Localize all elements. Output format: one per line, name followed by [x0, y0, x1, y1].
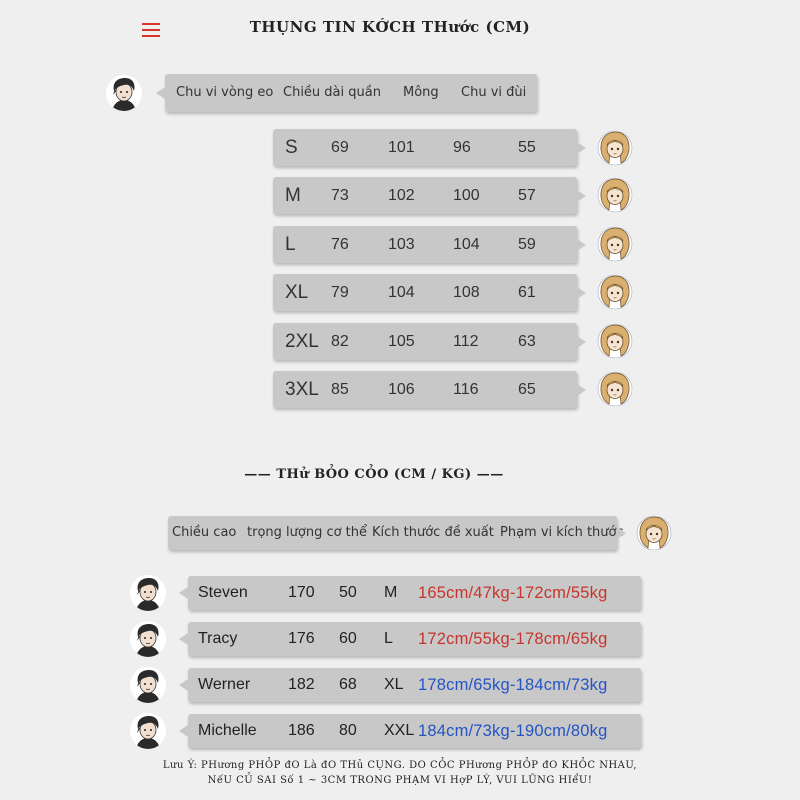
person-height: 176 [288, 630, 315, 647]
try-on-row [188, 576, 641, 610]
size-label: S [285, 137, 298, 158]
page-title: THỤNG TIN KỚCH THước (CM) [249, 18, 531, 36]
size-table-header [165, 74, 537, 112]
person-height: 186 [288, 722, 315, 739]
male-avatar-icon [130, 621, 166, 657]
size-length: 103 [388, 236, 415, 253]
column-header-length: Chiều dài quần [283, 85, 381, 100]
size-range: 165cm/47kg-172cm/55kg [418, 584, 608, 602]
size-thigh: 65 [518, 381, 536, 398]
female-avatar-icon [597, 177, 633, 213]
size-row [273, 226, 577, 263]
size-row [273, 323, 577, 360]
female-avatar-icon [597, 371, 633, 407]
male-avatar-icon [130, 713, 166, 749]
footer-note-line-1: Lưu Ý: PHương PHỎP đO Là đO THủ CỤNG. DO CỎC PHương PHỎP đO KHỎC NHAU, [162, 760, 638, 771]
female-avatar-icon [597, 274, 633, 310]
size-hip: 96 [453, 139, 471, 156]
column-header-height: Chiều cao [172, 525, 237, 540]
size-thigh: 59 [518, 236, 536, 253]
section-title: —— THử BỎO CỎO (CM / KG) —— [244, 467, 504, 482]
recommended-size: XL [384, 676, 404, 693]
size-length: 105 [388, 333, 415, 350]
size-hip: 104 [453, 236, 480, 253]
size-label: L [285, 234, 296, 255]
size-waist: 82 [331, 333, 349, 350]
try-on-row [188, 668, 641, 702]
size-hip: 116 [453, 381, 479, 398]
size-thigh: 57 [518, 187, 536, 204]
person-name: Tracy [198, 630, 238, 647]
size-row [273, 274, 577, 311]
column-header-thigh: Chu vi đùi [461, 85, 527, 100]
person-weight: 60 [339, 630, 357, 647]
person-name: Steven [198, 584, 248, 601]
female-avatar-icon [597, 130, 633, 166]
recommended-size: XXL [384, 722, 415, 739]
size-hip: 112 [453, 333, 479, 350]
size-waist: 76 [331, 236, 349, 253]
size-length: 106 [388, 381, 415, 398]
person-weight: 68 [339, 676, 357, 693]
male-avatar-icon [106, 75, 142, 111]
try-on-row [188, 714, 641, 748]
size-label: 3XL [285, 379, 319, 400]
column-header-size-range: Phạm vi kích thước [500, 525, 624, 540]
person-name: Werner [198, 676, 251, 693]
column-header-recommended-size: Kích thước đề xuất [372, 525, 494, 540]
person-height: 182 [288, 676, 315, 693]
column-header-hip: Mông [403, 85, 439, 100]
person-height: 170 [288, 584, 315, 601]
size-range: 184cm/73kg-190cm/80kg [418, 722, 608, 740]
size-range: 172cm/55kg-178cm/65kg [418, 630, 608, 648]
size-length: 101 [388, 139, 415, 156]
person-weight: 80 [339, 722, 357, 739]
female-avatar-icon [597, 226, 633, 262]
size-thigh: 63 [518, 333, 536, 350]
size-waist: 85 [331, 381, 349, 398]
try-on-row [188, 622, 641, 656]
size-row [273, 177, 577, 214]
size-label: XL [285, 282, 309, 303]
try-on-header [168, 516, 624, 550]
size-label: M [285, 185, 301, 206]
size-length: 104 [388, 284, 415, 301]
size-waist: 69 [331, 139, 349, 156]
size-thigh: 61 [518, 284, 536, 301]
male-avatar-icon [130, 575, 166, 611]
column-header-waist: Chu vi vòng eo [176, 85, 274, 100]
size-row [273, 129, 577, 166]
size-hip: 108 [453, 284, 480, 301]
person-weight: 50 [339, 584, 357, 601]
size-waist: 79 [331, 284, 349, 301]
female-avatar-icon [597, 323, 633, 359]
size-waist: 73 [331, 187, 349, 204]
female-avatar-icon [636, 515, 672, 551]
column-header-weight: trọng lượng cơ thể [247, 525, 368, 540]
footer-note-line-2: NếU CỦ SAI Số 1 ~ 3CM TRONG PHẠM VI HợP LÝ, VUI LŨNG HIểU! [207, 775, 593, 786]
recommended-size: M [384, 584, 398, 601]
size-thigh: 55 [518, 139, 536, 156]
person-name: Michelle [198, 722, 257, 739]
size-length: 102 [388, 187, 415, 204]
size-label: 2XL [285, 331, 319, 352]
recommended-size: L [384, 630, 393, 647]
size-range: 178cm/65kg-184cm/73kg [418, 676, 608, 694]
size-row [273, 371, 577, 408]
size-hip: 100 [453, 187, 480, 204]
male-avatar-icon [130, 667, 166, 703]
